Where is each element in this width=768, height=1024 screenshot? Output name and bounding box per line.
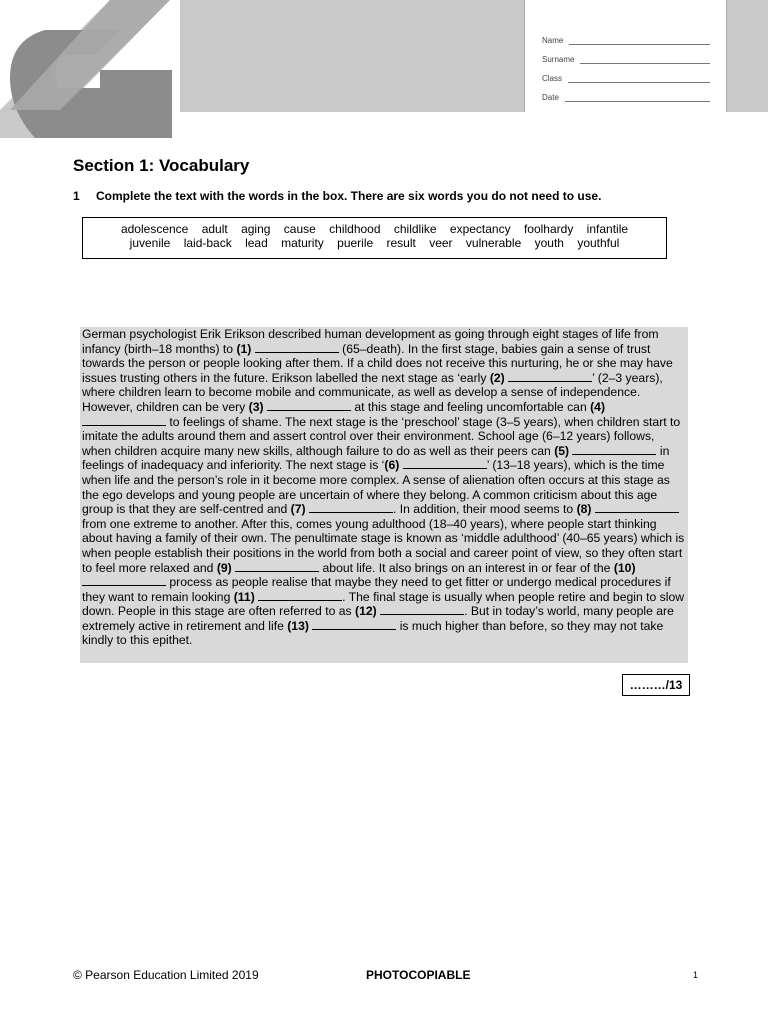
worksheet-header xyxy=(0,0,768,138)
reading-passage xyxy=(80,327,688,663)
answer-gap-5[interactable] xyxy=(572,444,656,455)
field-label: Class xyxy=(542,74,563,83)
passage-text: ’ (13–18 years), which is the time when life and the person’s role in it become more complex. A sense of alienation often occurs at this stage as the ego develops and young people are uncertain of where they belong. A common criticism about this age group is that they are self-centred and xyxy=(82,458,670,517)
word-option: youthful xyxy=(577,236,620,250)
page-number: 1 xyxy=(693,970,699,980)
passage-text: to feelings of shame. The next stage is the ‘preschool’ stage (3–5 years), when children start to imitate the adults around them and assert control over their environment. School age (6–12 years) follows, when children acquire many new skills, although failure to do as well as their peers can xyxy=(82,414,681,458)
publisher-logo-icon xyxy=(0,0,180,138)
passage-text: about life. It also brings on an interest in or fear of the xyxy=(319,560,614,575)
passage-text: is much higher than before, so they may not take kindly to this epithet. xyxy=(82,618,664,648)
answer-gap-6[interactable] xyxy=(403,458,487,469)
copyright-notice: © Pearson Education Limited 2019 xyxy=(73,968,259,982)
gap-number: (11) xyxy=(233,589,255,604)
gap-number: (12) xyxy=(355,604,377,619)
word-option: youth xyxy=(534,236,564,250)
word-option: adult xyxy=(201,222,228,236)
gap-number: (6) xyxy=(384,458,400,473)
answer-gap-1[interactable] xyxy=(255,342,339,353)
passage-text: . In addition, their mood seems to xyxy=(392,502,577,517)
gap-number: (4) xyxy=(590,399,606,414)
gap-number: (9) xyxy=(216,560,232,575)
answer-gap-7[interactable] xyxy=(309,502,393,513)
student-details-fields xyxy=(542,26,710,102)
answer-gap-11[interactable] xyxy=(258,590,342,601)
name-field[interactable] xyxy=(542,26,710,45)
word-option: vulnerable xyxy=(465,236,522,250)
surname-field[interactable] xyxy=(542,45,710,64)
word-option: cause xyxy=(283,222,316,236)
word-option: aging xyxy=(241,222,271,236)
answer-gap-3[interactable] xyxy=(267,400,351,411)
passage-text: process as people realise that maybe they need to get fitter or undergo medical procedures if they want to remain looking xyxy=(82,575,671,604)
word-option: childlike xyxy=(393,222,437,236)
word-option: adolescence xyxy=(120,222,189,236)
gap-number: (3) xyxy=(248,399,264,414)
gap-number: (13) xyxy=(287,618,309,633)
word-option: infantile xyxy=(586,222,629,236)
instruction-text: Complete the text with the words in the box. There are six words you do not need to use. xyxy=(96,189,602,203)
answer-gap-9[interactable] xyxy=(235,561,319,572)
section-title: Section 1: Vocabulary xyxy=(73,156,250,175)
answer-gap-2[interactable] xyxy=(508,371,592,382)
gap-number: (7) xyxy=(290,502,306,517)
word-option: foolhardy xyxy=(523,222,574,236)
passage-text: German psychologist Erik Erikson described human development as going through eight stages of life from infancy (birth–18 months) to xyxy=(82,327,659,356)
word-box xyxy=(82,217,667,259)
answer-gap-13[interactable] xyxy=(312,619,396,630)
passage-text: in feelings of inadequacy and inferiority. The next stage is ‘ xyxy=(82,443,670,473)
word-option: expectancy xyxy=(449,222,511,236)
gap-number: (1) xyxy=(236,341,252,356)
exercise-instruction xyxy=(73,189,601,203)
photocopiable-label: PHOTOCOPIABLE xyxy=(366,968,471,982)
gap-number: (5) xyxy=(554,443,570,458)
field-line xyxy=(569,35,710,45)
word-option: maturity xyxy=(281,236,324,250)
exercise-number: 1 xyxy=(73,189,80,203)
word-option: result xyxy=(386,236,416,250)
passage-text: (65–death). In the first stage, babies gain a sense of trust towards the person or people looking after them. If a child does not receive this nurturing, he or she may have issues trusting others in the future. Erikson labelled the next stage as ‘early xyxy=(82,341,673,385)
answer-gap-4[interactable] xyxy=(82,415,166,426)
word-box-line-1 xyxy=(83,222,666,236)
word-option: lead xyxy=(245,236,268,250)
word-option: juvenile xyxy=(129,236,171,250)
field-label: Date xyxy=(542,93,559,102)
word-option: puerile xyxy=(337,236,374,250)
gap-number: (10) xyxy=(613,560,636,575)
word-option: veer xyxy=(429,236,453,250)
word-box-line-2 xyxy=(83,236,666,250)
score-box: ………/13 xyxy=(622,674,690,696)
answer-gap-10[interactable] xyxy=(82,575,166,586)
word-option: childhood xyxy=(329,222,381,236)
gap-number: (2) xyxy=(489,370,505,385)
answer-gap-12[interactable] xyxy=(380,604,464,615)
passage-text: . The final stage is usually when people retire and begin to slow down. People in this stage are often referred to as xyxy=(82,589,685,619)
field-line xyxy=(565,92,710,102)
field-label: Surname xyxy=(542,55,575,64)
class-field[interactable] xyxy=(542,64,710,83)
field-label: Name xyxy=(542,36,564,45)
passage-text: at this stage and feeling uncomfortable can xyxy=(350,399,591,414)
date-field[interactable] xyxy=(542,83,710,102)
gap-number: (8) xyxy=(576,502,592,517)
field-line xyxy=(580,54,710,64)
passage-text: from one extreme to another. After this, comes young adulthood (18–40 years), where people start thinking about having a family of their own. The penultimate stage is known as ‘middle adulthood’ (40–65 years) which is when people establish their positions in the world from both a social and career point of view, so they often start to feel more relaxed and xyxy=(82,516,685,575)
field-line xyxy=(568,73,710,83)
passage-text: . But in today’s world, many people are extremely active in retirement and life xyxy=(82,604,674,633)
answer-gap-8[interactable] xyxy=(595,502,679,513)
passage-paragraph xyxy=(82,327,686,648)
passage-text: ’ (2–3 years), where children learn to become mobile and communicate, as well as develop a sense of independence. However, children can be very xyxy=(82,370,663,414)
word-option: laid-back xyxy=(183,236,232,250)
